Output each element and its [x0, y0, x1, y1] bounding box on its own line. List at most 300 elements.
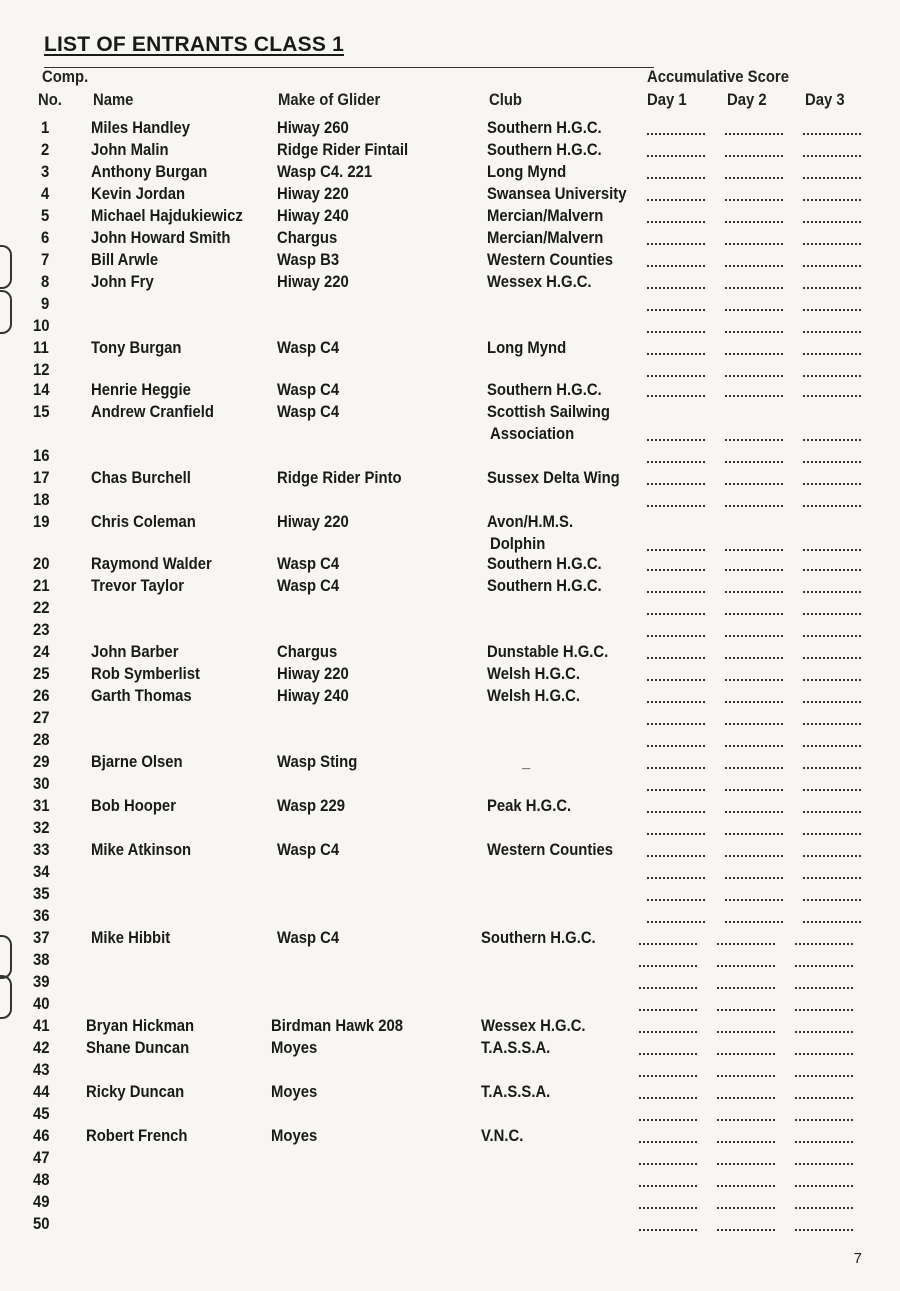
- glider-make: Hiway 240: [277, 687, 349, 705]
- entrant-number: 18: [33, 491, 50, 509]
- score-day1-blank: [647, 877, 705, 879]
- entrant-row: [0, 995, 900, 1017]
- entrant-name: Michael Hajdukiewicz: [91, 207, 243, 225]
- entrant-number: 21: [33, 577, 50, 595]
- entrant-row: [0, 403, 900, 443]
- score-day3-blank: [803, 811, 861, 813]
- score-day1-blank: [647, 331, 705, 333]
- score-day3-blank: [803, 855, 861, 857]
- score-day3-blank: [803, 461, 861, 463]
- glider-make: Wasp C4: [277, 403, 340, 421]
- entrant-number: 27: [33, 709, 50, 727]
- club-name: Dunstable H.G.C.: [487, 643, 609, 661]
- glider-make: Hiway 240: [277, 207, 349, 225]
- score-day2-blank: [717, 1097, 775, 1099]
- header-score: Accumulative Score: [647, 68, 789, 86]
- entrant-number: 34: [33, 863, 50, 881]
- entrant-name: John Malin: [91, 141, 169, 159]
- club-name: Southern H.G.C.: [487, 381, 602, 399]
- club-name: Swansea University: [487, 185, 627, 203]
- score-day2-blank: [717, 1229, 775, 1231]
- entrant-row: [0, 119, 900, 141]
- score-day1-blank: [647, 375, 705, 377]
- score-day3-blank: [803, 221, 861, 223]
- entrant-number: 26: [33, 687, 50, 705]
- club-name: Mercian/Malvern: [487, 229, 604, 247]
- club-name: Avon/H.M.S.: [487, 513, 574, 531]
- score-day2-blank: [725, 287, 783, 289]
- score-day1-blank: [647, 505, 705, 507]
- glider-make: Wasp C4: [277, 929, 340, 947]
- glider-make: Ridge Rider Fintail: [277, 141, 409, 159]
- score-day1-blank: [647, 199, 705, 201]
- entrant-number: 3: [41, 163, 50, 181]
- score-day1-blank: [639, 1009, 697, 1011]
- score-day1-blank: [647, 855, 705, 857]
- entrant-row: [0, 447, 900, 469]
- score-day3-blank: [803, 505, 861, 507]
- score-day1-blank: [647, 921, 705, 923]
- page-title: LIST OF ENTRANTS CLASS 1: [44, 33, 344, 56]
- score-day1-blank: [647, 657, 705, 659]
- glider-make: Wasp C4: [277, 555, 340, 573]
- entrant-row: [0, 577, 900, 599]
- entrant-number: 5: [41, 207, 50, 225]
- entrant-row: [0, 469, 900, 491]
- entrant-number: 37: [33, 929, 50, 947]
- score-day3-blank: [795, 1185, 853, 1187]
- score-day2-blank: [725, 635, 783, 637]
- entrant-number: 19: [33, 513, 50, 531]
- score-day2-blank: [717, 987, 775, 989]
- header-no: No.: [38, 91, 62, 109]
- entrant-row: [0, 1127, 900, 1149]
- entrant-name: Bryan Hickman: [86, 1017, 195, 1035]
- entrant-row: [0, 709, 900, 731]
- entrant-row: [0, 797, 900, 819]
- score-day1-blank: [639, 1229, 697, 1231]
- entrant-number: 14: [33, 381, 50, 399]
- score-day3-blank: [803, 767, 861, 769]
- club-name: Welsh H.G.C.: [487, 665, 580, 683]
- club-name-continued: Dolphin: [490, 535, 546, 553]
- entrant-row: [0, 643, 900, 665]
- score-day1-blank: [647, 177, 705, 179]
- entrant-number: 10: [33, 317, 50, 335]
- score-day1-blank: [647, 461, 705, 463]
- header-glider: Make of Glider: [278, 91, 381, 109]
- score-day3-blank: [803, 613, 861, 615]
- score-day2-blank: [725, 177, 783, 179]
- score-day2-blank: [717, 1009, 775, 1011]
- score-day2-blank: [717, 1141, 775, 1143]
- score-day1-blank: [647, 439, 705, 441]
- score-day1-blank: [639, 943, 697, 945]
- score-day3-blank: [803, 899, 861, 901]
- score-day1-blank: [647, 899, 705, 901]
- score-day3-blank: [795, 943, 853, 945]
- score-day2-blank: [725, 199, 783, 201]
- entrant-name: Bill Arwle: [91, 251, 159, 269]
- score-day2-blank: [725, 353, 783, 355]
- score-day3-blank: [795, 1097, 853, 1099]
- entrant-number: 48: [33, 1171, 50, 1189]
- entrant-name: Mike Atkinson: [91, 841, 192, 859]
- header-name: Name: [93, 91, 134, 109]
- entrant-name: John Howard Smith: [91, 229, 231, 247]
- entrant-row: [0, 1193, 900, 1215]
- entrant-row: [0, 185, 900, 207]
- entrant-number: 11: [33, 339, 49, 357]
- entrant-row: [0, 775, 900, 797]
- score-day3-blank: [803, 177, 861, 179]
- score-day2-blank: [717, 965, 775, 967]
- entrant-number: 7: [41, 251, 50, 269]
- glider-make: Chargus: [277, 229, 338, 247]
- score-day3-blank: [795, 965, 853, 967]
- entrant-number: 42: [33, 1039, 50, 1057]
- club-name-continued: Association: [490, 425, 575, 443]
- score-day2-blank: [725, 569, 783, 571]
- entrant-name: Tony Burgan: [91, 339, 182, 357]
- page-number: 7: [853, 1250, 862, 1267]
- score-day2-blank: [725, 701, 783, 703]
- glider-make: Wasp C4: [277, 381, 340, 399]
- score-day2-blank: [725, 855, 783, 857]
- score-day1-blank: [647, 221, 705, 223]
- score-day2-blank: [725, 789, 783, 791]
- entrant-row: [0, 599, 900, 621]
- score-day2-blank: [725, 133, 783, 135]
- score-day3-blank: [803, 679, 861, 681]
- entrant-name: Rob Symberlist: [91, 665, 200, 683]
- entrant-name: Raymond Walder: [91, 555, 212, 573]
- entrant-number: 46: [33, 1127, 50, 1145]
- score-day2-blank: [725, 549, 783, 551]
- entrant-row: [0, 841, 900, 863]
- score-day1-blank: [647, 635, 705, 637]
- header-day2: Day 2: [727, 91, 767, 109]
- score-day2-blank: [725, 899, 783, 901]
- entrant-number: 28: [33, 731, 50, 749]
- score-day1-blank: [639, 1097, 697, 1099]
- entrant-number: 43: [33, 1061, 50, 1079]
- score-day3-blank: [803, 483, 861, 485]
- entrant-row: [0, 317, 900, 339]
- score-day2-blank: [725, 243, 783, 245]
- glider-make: Birdman Hawk 208: [271, 1017, 404, 1035]
- score-day3-blank: [803, 921, 861, 923]
- score-day2-blank: [725, 877, 783, 879]
- score-day2-blank: [725, 155, 783, 157]
- score-day2-blank: [725, 505, 783, 507]
- entrant-name: Henrie Heggie: [91, 381, 191, 399]
- entrant-row: [0, 929, 900, 951]
- score-day2-blank: [725, 309, 783, 311]
- score-day2-blank: [717, 1053, 775, 1055]
- score-day1-blank: [647, 591, 705, 593]
- score-day3-blank: [803, 723, 861, 725]
- entrant-number: 41: [33, 1017, 50, 1035]
- score-day1-blank: [647, 265, 705, 267]
- score-day3-blank: [803, 549, 861, 551]
- entrant-name: John Barber: [91, 643, 179, 661]
- entrant-number: 20: [33, 555, 50, 573]
- entrant-row: [0, 819, 900, 841]
- score-day3-blank: [803, 789, 861, 791]
- glider-make: Wasp Sting: [277, 753, 358, 771]
- entrant-name: John Fry: [91, 273, 154, 291]
- club-name: T.A.S.S.A.: [481, 1083, 551, 1101]
- entrant-number: 40: [33, 995, 50, 1013]
- score-day2-blank: [717, 1185, 775, 1187]
- score-day2-blank: [725, 613, 783, 615]
- score-day2-blank: [717, 1119, 775, 1121]
- entrant-name: Shane Duncan: [86, 1039, 190, 1057]
- score-day3-blank: [803, 133, 861, 135]
- score-day2-blank: [725, 657, 783, 659]
- score-day3-blank: [803, 569, 861, 571]
- entrant-number: 32: [33, 819, 50, 837]
- glider-make: Hiway 260: [277, 119, 349, 137]
- entrant-row: [0, 1105, 900, 1127]
- entrant-row: [0, 339, 900, 361]
- entrant-number: 45: [33, 1105, 50, 1123]
- entrant-number: 49: [33, 1193, 50, 1211]
- score-day1-blank: [647, 549, 705, 551]
- score-day3-blank: [803, 287, 861, 289]
- entrant-name: Kevin Jordan: [91, 185, 186, 203]
- score-day2-blank: [717, 943, 775, 945]
- header-club: Club: [489, 91, 523, 109]
- entrant-name: Robert French: [86, 1127, 188, 1145]
- glider-make: Ridge Rider Pinto: [277, 469, 402, 487]
- entrant-number: 1: [41, 119, 50, 137]
- score-day1-blank: [639, 1185, 697, 1187]
- entrant-name: Trevor Taylor: [91, 577, 184, 595]
- glider-make: Moyes: [271, 1039, 318, 1057]
- score-day3-blank: [795, 1163, 853, 1165]
- entrant-number: 31: [33, 797, 50, 815]
- score-day3-blank: [795, 1141, 853, 1143]
- score-day1-blank: [639, 987, 697, 989]
- score-day1-blank: [647, 395, 705, 397]
- score-day2-blank: [717, 1031, 775, 1033]
- entrant-number: 16: [33, 447, 50, 465]
- score-day1-blank: [647, 789, 705, 791]
- entrant-number: 36: [33, 907, 50, 925]
- entrant-row: [0, 1017, 900, 1039]
- header-day3: Day 3: [805, 91, 845, 109]
- score-day1-blank: [647, 613, 705, 615]
- score-day3-blank: [803, 265, 861, 267]
- entrant-name: Bob Hooper: [91, 797, 176, 815]
- score-day1-blank: [639, 965, 697, 967]
- score-day3-blank: [803, 395, 861, 397]
- entrant-row: [0, 1039, 900, 1061]
- glider-make: Wasp C4: [277, 577, 340, 595]
- score-day1-blank: [647, 483, 705, 485]
- club-name: Southern H.G.C.: [481, 929, 596, 947]
- score-day1-blank: [647, 745, 705, 747]
- score-day3-blank: [803, 309, 861, 311]
- entrant-row: [0, 163, 900, 185]
- entrant-number: 33: [33, 841, 50, 859]
- score-day2-blank: [725, 833, 783, 835]
- club-name: Sussex Delta Wing: [487, 469, 620, 487]
- entrant-number: 15: [33, 403, 50, 421]
- score-day2-blank: [725, 265, 783, 267]
- glider-make: Moyes: [271, 1083, 318, 1101]
- entrant-row: [0, 973, 900, 995]
- score-day3-blank: [803, 657, 861, 659]
- entrant-row: [0, 907, 900, 929]
- score-day1-blank: [639, 1119, 697, 1121]
- entrant-row: [0, 951, 900, 973]
- score-day2-blank: [725, 767, 783, 769]
- entrant-row: [0, 863, 900, 885]
- glider-make: Chargus: [277, 643, 338, 661]
- club-name: Southern H.G.C.: [487, 141, 602, 159]
- score-day2-blank: [725, 811, 783, 813]
- score-day1-blank: [647, 833, 705, 835]
- entrant-number: 9: [41, 295, 50, 313]
- entrant-number: 39: [33, 973, 50, 991]
- entrant-number: 29: [33, 753, 50, 771]
- entrant-row: [0, 731, 900, 753]
- score-day2-blank: [717, 1075, 775, 1077]
- entrant-name: Anthony Burgan: [91, 163, 208, 181]
- score-day2-blank: [725, 461, 783, 463]
- score-day2-blank: [725, 439, 783, 441]
- club-name: Southern H.G.C.: [487, 555, 602, 573]
- entrant-row: [0, 1061, 900, 1083]
- entrant-row: [0, 621, 900, 643]
- score-day1-blank: [639, 1031, 697, 1033]
- entrant-number: 12: [33, 361, 50, 379]
- score-day2-blank: [725, 745, 783, 747]
- score-day1-blank: [647, 701, 705, 703]
- club-name: Southern H.G.C.: [487, 119, 602, 137]
- score-day1-blank: [647, 155, 705, 157]
- glider-make: Hiway 220: [277, 665, 349, 683]
- entrant-row: [0, 687, 900, 709]
- score-day2-blank: [725, 395, 783, 397]
- entrant-number: 35: [33, 885, 50, 903]
- club-name: Welsh H.G.C.: [487, 687, 580, 705]
- score-day3-blank: [795, 1119, 853, 1121]
- entrant-name: Bjarne Olsen: [91, 753, 183, 771]
- score-day1-blank: [647, 309, 705, 311]
- entrant-name: Miles Handley: [91, 119, 191, 137]
- glider-make: Wasp 229: [277, 797, 345, 815]
- entrant-number: 47: [33, 1149, 50, 1167]
- score-day2-blank: [725, 723, 783, 725]
- glider-make: Hiway 220: [277, 185, 349, 203]
- score-day2-blank: [717, 1163, 775, 1165]
- score-day2-blank: [717, 1207, 775, 1209]
- score-day3-blank: [803, 877, 861, 879]
- score-day1-blank: [647, 679, 705, 681]
- entrant-row: [0, 1149, 900, 1171]
- glider-make: Hiway 220: [277, 513, 349, 531]
- glider-make: Hiway 220: [277, 273, 349, 291]
- entrant-number: 2: [41, 141, 50, 159]
- score-day3-blank: [803, 833, 861, 835]
- score-day1-blank: [647, 811, 705, 813]
- entrant-row: [0, 207, 900, 229]
- entrant-number: 23: [33, 621, 50, 639]
- entrant-row: [0, 1215, 900, 1237]
- score-day2-blank: [725, 921, 783, 923]
- club-name: Scottish Sailwing: [487, 403, 610, 421]
- club-name: Long Mynd: [487, 163, 567, 181]
- entrant-number: 6: [41, 229, 50, 247]
- club-name: Wessex H.G.C.: [481, 1017, 586, 1035]
- score-day1-blank: [647, 287, 705, 289]
- glider-make: Wasp B3: [277, 251, 340, 269]
- score-day3-blank: [803, 155, 861, 157]
- header-day1: Day 1: [647, 91, 687, 109]
- entrant-name: Chris Coleman: [91, 513, 196, 531]
- glider-make: Wasp C4: [277, 841, 340, 859]
- entrant-name: Garth Thomas: [91, 687, 192, 705]
- club-name: Southern H.G.C.: [487, 577, 602, 595]
- entrant-number: 8: [41, 273, 50, 291]
- score-day1-blank: [639, 1075, 697, 1077]
- entrant-row: [0, 141, 900, 163]
- entrant-row: [0, 513, 900, 553]
- entrant-row: [0, 665, 900, 687]
- entrant-row: [0, 251, 900, 273]
- club-name: Western Counties: [487, 251, 613, 269]
- score-day1-blank: [639, 1141, 697, 1143]
- entrant-row: [0, 1083, 900, 1105]
- score-day2-blank: [725, 483, 783, 485]
- club-name: Mercian/Malvern: [487, 207, 604, 225]
- entrant-row: [0, 229, 900, 251]
- entrant-row: [0, 753, 900, 775]
- score-day1-blank: [647, 133, 705, 135]
- score-day3-blank: [795, 987, 853, 989]
- club-name: Western Counties: [487, 841, 613, 859]
- score-day3-blank: [795, 1075, 853, 1077]
- entrant-number: 44: [33, 1083, 50, 1101]
- score-day3-blank: [803, 635, 861, 637]
- entrant-number: 50: [33, 1215, 50, 1233]
- score-day3-blank: [803, 199, 861, 201]
- entrant-number: 38: [33, 951, 50, 969]
- score-day3-blank: [795, 1229, 853, 1231]
- entrant-row: [0, 885, 900, 907]
- glider-make: Moyes: [271, 1127, 318, 1145]
- entrant-row: [0, 381, 900, 403]
- score-day3-blank: [795, 1207, 853, 1209]
- score-day1-blank: [639, 1163, 697, 1165]
- entrant-number: 25: [33, 665, 50, 683]
- club-name: T.A.S.S.A.: [481, 1039, 551, 1057]
- score-day2-blank: [725, 591, 783, 593]
- score-day3-blank: [803, 331, 861, 333]
- score-day2-blank: [725, 679, 783, 681]
- club-name: Peak H.G.C.: [487, 797, 572, 815]
- entrant-number: 4: [41, 185, 50, 203]
- score-day1-blank: [647, 569, 705, 571]
- entrant-name: Ricky Duncan: [86, 1083, 185, 1101]
- glider-make: Wasp C4. 221: [277, 163, 373, 181]
- entrant-number: 22: [33, 599, 50, 617]
- score-day2-blank: [725, 375, 783, 377]
